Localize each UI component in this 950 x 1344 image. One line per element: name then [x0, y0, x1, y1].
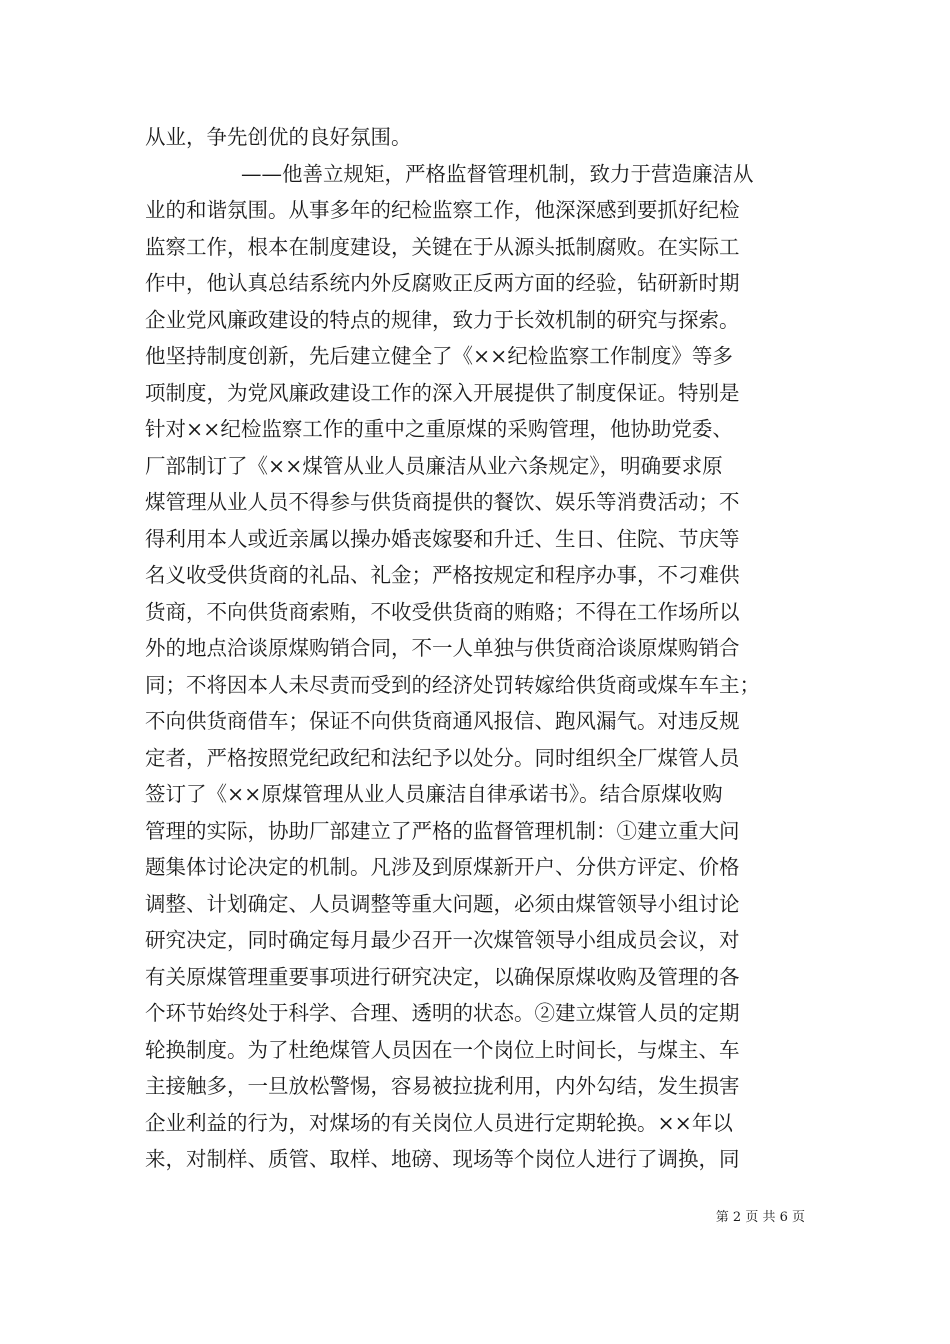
- text-line: 名义收受供货商的礼品、礼金；严格按规定和程序办事，不刁难供: [145, 563, 740, 587]
- text-line: 厂部制订了《××煤管从业人员廉洁从业六条规定》，明确要求原: [145, 453, 723, 478]
- text-line: 签订了《××原煤管理从业人员廉洁自律承诺书》。结合原煤收购: [145, 782, 723, 806]
- text-line: 货商，不向供货商索贿，不收受供货商的贿赂；不得在工作场所以: [145, 599, 740, 624]
- text-line: 轮换制度。为了杜绝煤管人员因在一个岗位上时间长，与煤主、车: [145, 1037, 740, 1062]
- text-line: 外的地点洽谈原煤购销合同，不一人单独与供货商洽谈原煤购销合: [145, 636, 740, 660]
- text-line: 同；不将因本人未尽责而受到的经济处罚转嫁给供货商或煤车车主；: [145, 672, 760, 697]
- text-line: 不向供货商借车；保证不向供货商通风报信、跑风漏气。对违反规: [145, 709, 740, 733]
- text-line: 得利用本人或近亲属以操办婚丧嫁娶和升迁、生日、住院、节庆等: [145, 526, 740, 551]
- text-line: 作中，他认真总结系统内外反腐败正反两方面的经验，钻研新时期: [145, 271, 740, 295]
- text-line: 企业党风廉政建设的特点的规律，致力于长效机制的研究与探索。: [145, 307, 740, 332]
- text-line: ——他善立规矩，严格监督管理机制，致力于营造廉洁从: [241, 161, 754, 186]
- text-line: 个环节始终处于科学、合理、透明的状态。②建立煤管人员的定期: [145, 1001, 740, 1025]
- text-line: 针对××纪检监察工作的重中之重原煤的采购管理，他协助党委、: [145, 417, 733, 441]
- text-line: 业的和谐氛围。从事多年的纪检监察工作，他深深感到要抓好纪检: [145, 198, 740, 222]
- text-line: 研究决定，同时确定每月最少召开一次煤管领导小组成员会议，对: [145, 928, 740, 952]
- text-line: 管理的实际，协助厂部建立了严格的监督管理机制：①建立重大问: [145, 818, 740, 843]
- text-line: 调整、计划确定、人员调整等重大问题，必须由煤管领导小组讨论: [145, 891, 740, 916]
- text-line: 定者，严格按照党纪政纪和法纪予以处分。同时组织全厂煤管人员: [145, 745, 740, 770]
- text-line: 他坚持制度创新，先后建立健全了《××纪检监察工作制度》等多: [145, 344, 733, 368]
- text-line: 从业，争先创优的良好氛围。: [145, 125, 412, 149]
- text-line: 主接触多，一旦放松警惕，容易被拉拢利用，内外勾结，发生损害: [145, 1074, 740, 1098]
- text-line: 企业利益的行为，对煤场的有关岗位人员进行定期轮换。××年以: [145, 1110, 733, 1135]
- text-line: 题集体讨论决定的机制。凡涉及到原煤新开户、分供方评定、价格: [145, 855, 740, 879]
- text-line: 煤管理从业人员不得参与供货商提供的餐饮、娱乐等消费活动；不: [145, 490, 740, 514]
- body-text: [145, 119, 805, 1178]
- text-line: 有关原煤管理重要事项进行研究决定，以确保原煤收购及管理的各: [145, 964, 740, 989]
- text-line: 来，对制样、质管、取样、地磅、现场等个岗位人进行了调换，同: [145, 1147, 740, 1171]
- text-line: 监察工作，根本在制度建设，关键在于从源头抵制腐败。在实际工: [145, 234, 740, 259]
- page-number-footer: 第 2 页 共 6 页: [715, 1210, 805, 1225]
- text-line: 项制度，为党风廉政建设工作的深入开展提供了制度保证。特别是: [145, 380, 740, 405]
